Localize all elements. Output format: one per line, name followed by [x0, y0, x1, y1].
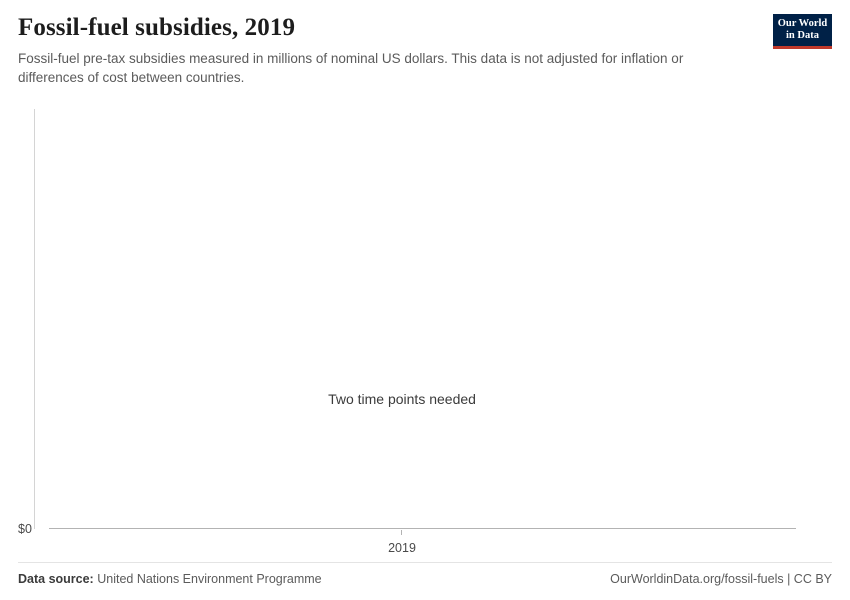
x-axis-line	[49, 528, 796, 529]
chart-empty-state-text: Two time points needed	[328, 391, 476, 408]
x-axis-tick-mark	[401, 530, 402, 535]
data-source-value: United Nations Environment Programme	[97, 572, 322, 586]
logo-line-2: in Data	[786, 30, 819, 42]
attribution-link[interactable]: OurWorldinData.org/fossil-fuels | CC BY	[610, 572, 832, 586]
logo-line-1: Our World	[777, 18, 828, 29]
data-source	[18, 572, 322, 586]
y-axis-line	[34, 109, 35, 529]
chart-plot-area	[18, 109, 832, 561]
chart-header	[18, 14, 832, 87]
our-world-in-data-logo[interactable]	[773, 14, 832, 49]
x-axis-tick-label-2019: 2019	[388, 541, 416, 556]
y-axis-tick-label-0: $0	[18, 522, 32, 537]
chart-footer	[18, 562, 832, 586]
chart-subtitle: Fossil-fuel pre-tax subsidies measured in millions of nominal US dollars. This data is not adjusted for inflation or differences of cost between countries.	[18, 50, 684, 85]
page-title: Fossil-fuel subsidies, 2019	[18, 14, 296, 41]
chart-empty-state-message	[18, 391, 832, 407]
data-source-label: Data source:	[18, 572, 94, 586]
